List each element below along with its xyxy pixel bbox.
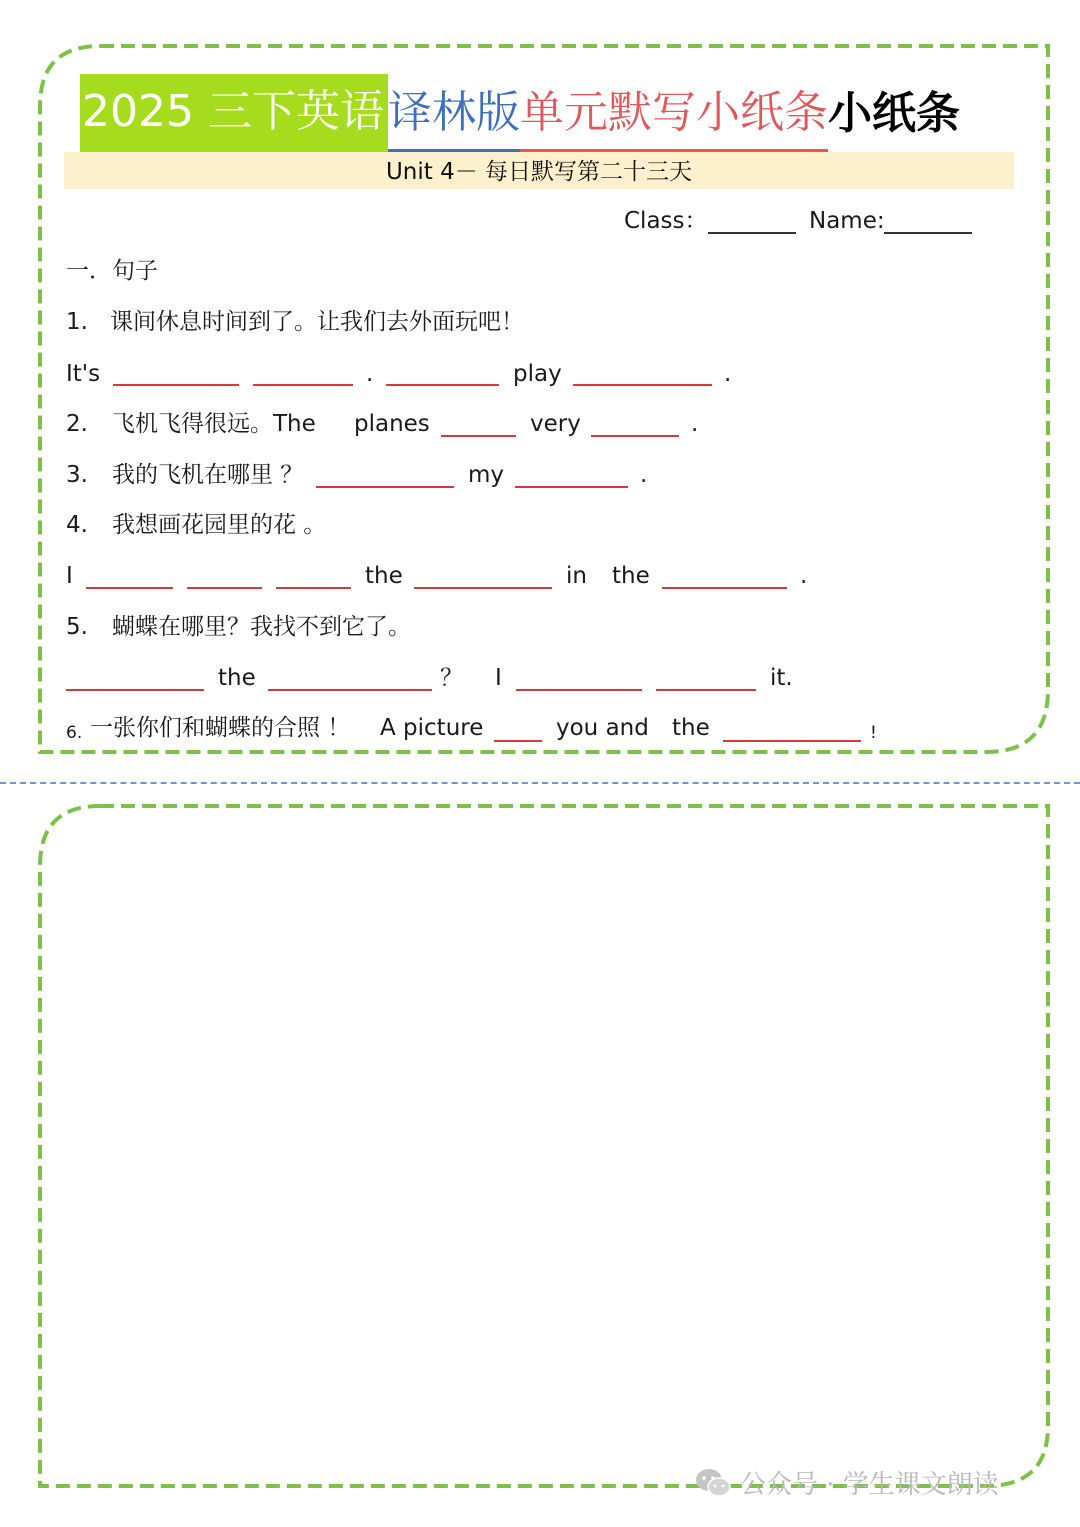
- q6-word-a-picture: A picture: [380, 715, 484, 741]
- q3-word-my: my: [468, 462, 505, 488]
- q6-chinese: 一张你们和蝴蝶的合照 ！: [90, 715, 351, 741]
- q4-period: .: [800, 563, 808, 589]
- q4-word-the-1: the: [365, 563, 403, 589]
- watermark: [694, 1464, 999, 1501]
- q3-chinese: 我的飞机在哪里 ？: [112, 462, 304, 488]
- title-year-subject: 2025 三下英语: [80, 74, 388, 154]
- q1-period-2: .: [724, 361, 732, 387]
- unit-bar-text: Unit 4－ 每日默写第二十三天: [385, 159, 693, 185]
- q6-word-you-and: you and: [556, 715, 649, 741]
- q3-number: 3.: [66, 462, 88, 488]
- q6-word-the: the: [672, 715, 710, 741]
- bottom-card-frame: [0, 790, 1080, 1510]
- q4-blank-5[interactable]: [662, 587, 787, 589]
- q3-period: .: [640, 462, 648, 488]
- unit-bar: [64, 152, 1014, 189]
- q1-number: 1.: [66, 309, 88, 335]
- q5-question-mark: ？: [440, 665, 463, 691]
- q5-word-the: the: [218, 665, 256, 691]
- wechat-icon: [694, 1467, 732, 1499]
- title-edition: 译林版: [388, 77, 520, 152]
- section-heading: 一．句子: [66, 258, 158, 284]
- q2-period: .: [691, 411, 699, 437]
- q2-word-planes: planes: [354, 411, 430, 437]
- q1-word-play: play: [513, 361, 562, 387]
- q6-number: 6.: [66, 723, 83, 743]
- q4-number: 4.: [66, 512, 88, 538]
- q5-blank-2[interactable]: [268, 689, 432, 691]
- name-blank[interactable]: [884, 232, 972, 234]
- q4-blank-2[interactable]: [187, 587, 262, 589]
- q3-blank-1[interactable]: [316, 486, 454, 488]
- class-label: Class：: [624, 208, 708, 234]
- title-slip: 小纸条: [827, 88, 960, 139]
- q2-number: 2.: [66, 411, 88, 437]
- title-unit-dictation: 单元默写小纸条: [520, 77, 828, 152]
- q1-blank-3[interactable]: [386, 384, 499, 386]
- q1-blank-2[interactable]: [253, 384, 353, 386]
- q1-word-its: It's: [66, 361, 101, 387]
- q4-blank-3[interactable]: [276, 587, 351, 589]
- q5-blank-4[interactable]: [656, 689, 756, 691]
- q5-blank-3[interactable]: [516, 689, 642, 691]
- q5-number: 5.: [66, 614, 88, 640]
- q5-chinese: 蝴蝶在哪里？我找不到它了。: [112, 614, 411, 640]
- class-blank[interactable]: [708, 232, 796, 234]
- q2-chinese: 飞机飞得很远。The: [112, 411, 316, 437]
- name-label: Name:: [809, 208, 885, 234]
- q2-word-very: very: [530, 411, 581, 437]
- q3-blank-2[interactable]: [515, 486, 628, 488]
- bottom-card-border: [0, 790, 1080, 1510]
- q4-word-in: in: [566, 563, 587, 589]
- q6-exclamation: !: [870, 723, 877, 743]
- q4-blank-1[interactable]: [86, 587, 173, 589]
- q2-blank-1[interactable]: [441, 435, 516, 437]
- q5-word-it: it.: [770, 665, 793, 691]
- q4-chinese: 我想画花园里的花 。: [112, 512, 327, 538]
- watermark-text: 公众号 · 学生课文朗读: [740, 1470, 999, 1500]
- q6-blank-1[interactable]: [494, 740, 542, 742]
- q1-period-1: .: [366, 361, 374, 387]
- worksheet-title: [80, 76, 960, 152]
- q5-word-i: I: [495, 665, 502, 691]
- q6-blank-2[interactable]: [723, 740, 861, 742]
- q4-word-i: I: [66, 563, 73, 589]
- q4-word-the-2: the: [612, 563, 650, 589]
- q2-blank-2[interactable]: [591, 435, 679, 437]
- q4-blank-4[interactable]: [414, 587, 552, 589]
- cut-line: [0, 782, 1080, 784]
- q1-chinese: 课间休息时间到了。让我们去外面玩吧！: [110, 309, 524, 335]
- q5-blank-1[interactable]: [66, 689, 204, 691]
- q1-blank-1[interactable]: [113, 384, 239, 386]
- q1-blank-4[interactable]: [573, 384, 712, 386]
